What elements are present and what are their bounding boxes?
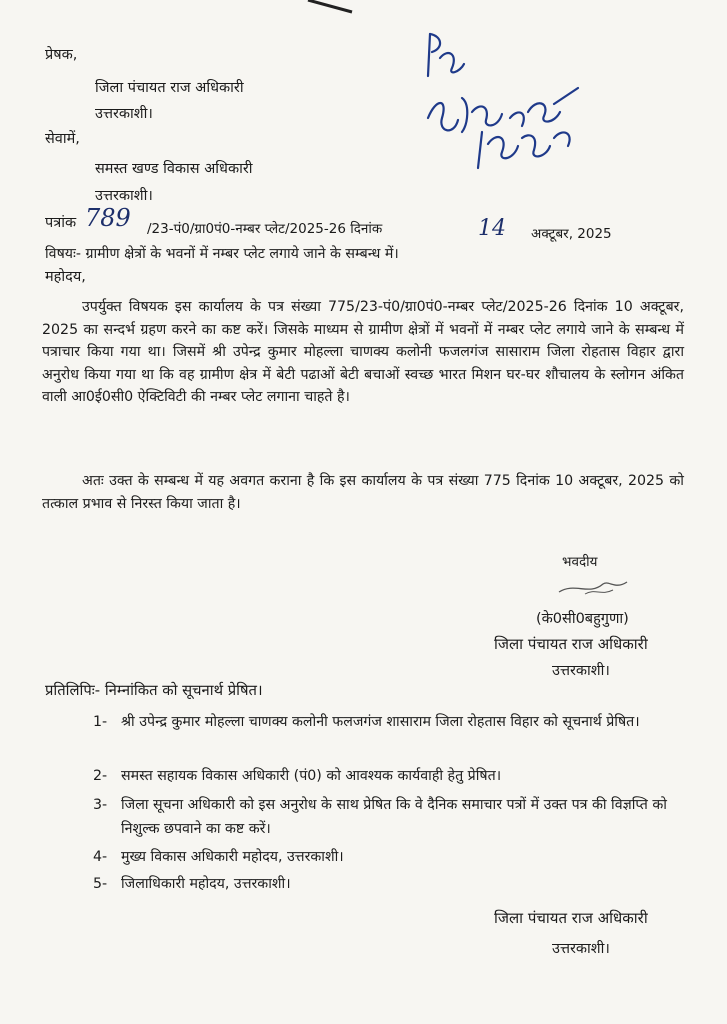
reference-number: 789: [85, 204, 131, 232]
reference-day: 14: [478, 216, 506, 241]
copy-item-text: श्री उपेन्द्र कुमार मोहल्ला चाणक्य कलोनी फलजगंज शासाराम जिला रोहतास विहार को सूचनार्थ प्रेषित।: [121, 714, 640, 730]
signature-place: उत्तरकाशी।: [552, 663, 610, 679]
copy-item: [93, 793, 693, 841]
sender-place: उत्तरकाशी।: [95, 106, 153, 122]
copy-item-number: 4-: [93, 849, 108, 865]
reference-code: /23-पं0/ग्रा0पं0-नम्बर प्लेट/2025-26 दिनांक: [147, 221, 383, 237]
copy-item: [93, 845, 693, 869]
reference-date: अक्टूबर, 2025: [531, 226, 612, 242]
copy-item: [93, 764, 693, 788]
reference-label: पत्रांक: [45, 215, 77, 231]
signature-closing: भवदीय: [562, 554, 598, 570]
copy-heading: प्रतिलिपिः- निम्नांकित को सूचनार्थ प्रेषित।: [45, 682, 263, 699]
pen-mark: [300, 0, 360, 16]
copy-item-number: 2-: [93, 768, 108, 784]
copy-item-number: 5-: [93, 876, 108, 892]
body-paragraph-1: उपर्युक्त विषयक इस कार्यालय के पत्र संख्या 775/23-पं0/ग्रा0पं0-नम्बर प्लेट/2025-26 दिनांक 10 अक्टूबर, 2025 का सन्दर्भ ग्रहण करने का कष्ट करें। जिसके माध्यम से ग्रामीण क्षेत्रों में भवनों में नम्बर प्लेट लगाये जाने के सम्बन्ध में पत्राचार किया गया था। जिसमें श्री उपेन्द्र कुमार मोहल्ला चाणक्य कलोनी फजलगंज सासाराम जिला रोहतास विहार द्वारा अनुरोध किया गया था कि वह ग्रामीण क्षेत्र में बेटी पढाओं बेटी बचाओं स्वच्छ भारत मिशन घर-घर शौचालय के स्लोगन अंकित वाली आ0ई0सी0 ऐक्टिविटी की नम्बर प्लेट लगाना चाहते है।: [42, 299, 684, 405]
signature-name: (के0सी0बहुगुणा): [536, 611, 629, 627]
copy-item: [93, 710, 693, 734]
signature-designation: जिला पंचायत राज अधिकारी: [494, 635, 648, 653]
sender-label: प्रेषक,: [45, 47, 78, 63]
copy-item-text: जिला सूचना अधिकारी को इस अनुरोध के साथ प्रेषित कि वे दैनिक समाचार पत्रों में उक्त पत्र की विज्ञप्ति को निशुल्क छपवाने का कष्ट करें।: [121, 797, 667, 837]
copy-item-text: समस्त सहायक विकास अधिकारी (पं0) को आवश्यक कार्यवाही हेतु प्रेषित।: [121, 768, 502, 784]
signature-scribble: [555, 572, 635, 600]
subject: विषयः- ग्रामीण क्षेत्रों के भवनों में नम्बर प्लेट लगाये जाने के सम्बन्ध में।: [45, 246, 399, 262]
copy-item-text: मुख्य विकास अधिकारी महोदय, उत्तरकाशी।: [121, 849, 344, 865]
handwritten-annotation: [418, 28, 608, 178]
body-paragraph-2: अतः उक्त के सम्बन्ध में यह अवगत कराना है कि इस कार्यालय के पत्र संख्या 775 दिनांक 10 अक्टूबर, 2025 को तत्काल प्रभाव से निरस्त किया जाता है।: [42, 473, 684, 512]
recipient-label: सेवामें,: [45, 131, 80, 147]
salutation: महोदय,: [45, 269, 86, 285]
copy-item-number: 1-: [93, 714, 108, 730]
recipient-place: उत्तरकाशी।: [95, 188, 153, 204]
copy-item: [93, 872, 693, 896]
footer-place: उत्तरकाशी।: [552, 941, 610, 957]
copy-item-text: जिलाधिकारी महोदय, उत्तरकाशी।: [121, 876, 291, 892]
copy-item-number: 3-: [93, 797, 108, 813]
sender-name: जिला पंचायत राज अधिकारी: [95, 80, 244, 96]
recipient-name: समस्त खण्ड विकास अधिकारी: [95, 161, 253, 177]
footer-designation: जिला पंचायत राज अधिकारी: [494, 909, 648, 927]
